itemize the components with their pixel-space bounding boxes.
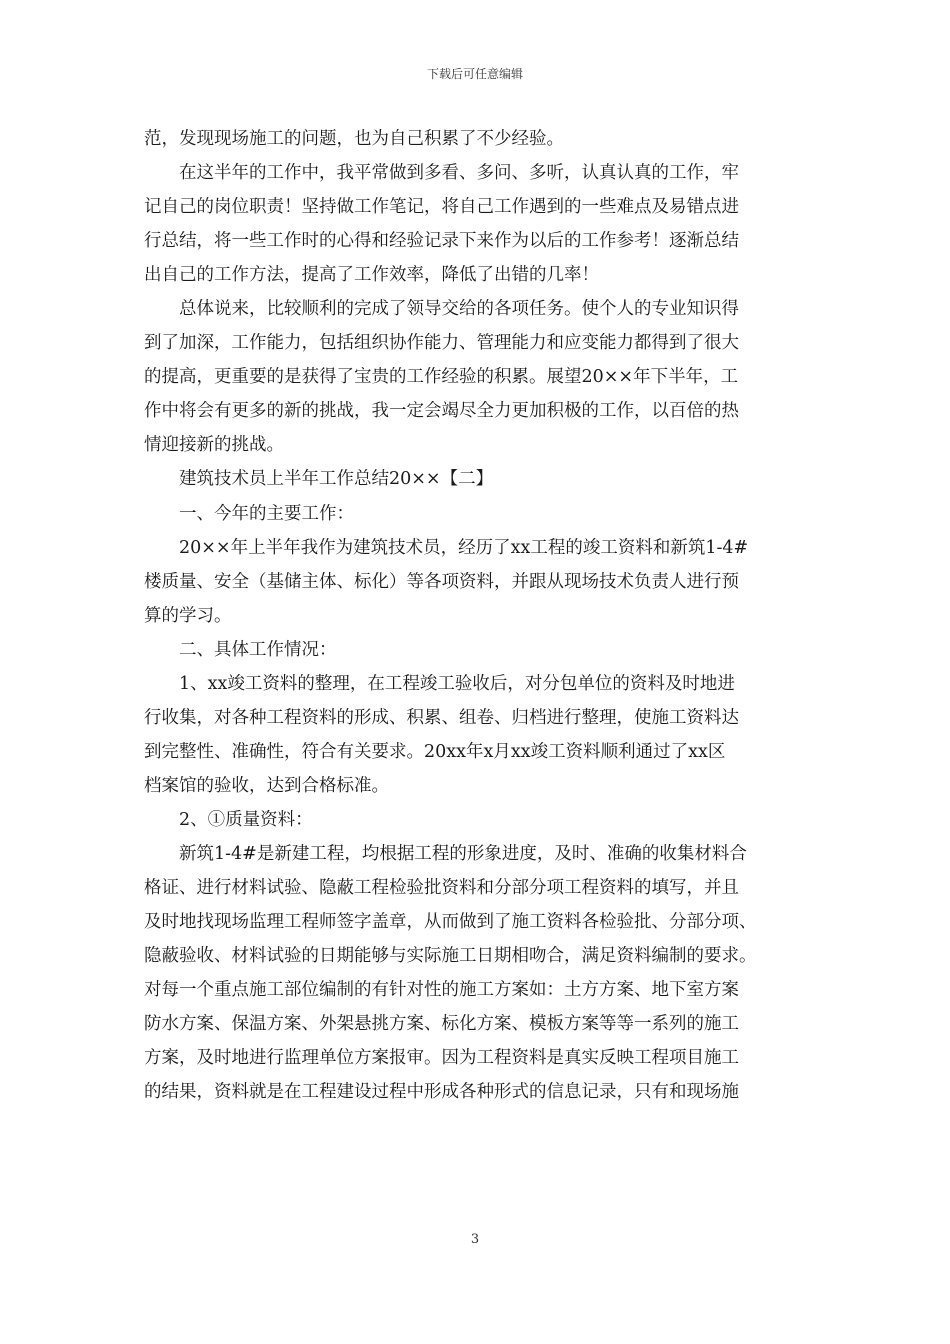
section-heading: 一、今年的主要工作： xyxy=(179,503,354,524)
text-line: 出自己的工作方法，提高了工作效率，降低了出错的几率！ xyxy=(144,265,599,286)
text-line: 范，发现现场施工的问题，也为自己积累了不少经验。 xyxy=(144,129,564,149)
text-line: 的提高，更重要的是获得了宝贵的工作经验的积累。展望20××年下半年，工 xyxy=(144,367,739,388)
text-line: 作中将会有更多的新的挑战，我一定会竭尽全力更加积极的工作，以百倍的热 xyxy=(144,401,739,422)
text-line: 的结果，资料就是在工程建设过程中形成各种形式的信息记录，只有和现场施 xyxy=(144,1082,739,1103)
text-line: 记自己的岗位职责！坚持做工作笔记，将自己工作遇到的一些难点及易错点进 xyxy=(144,197,739,218)
text-line: 1、xx竣工资料的整理，在工程竣工验收后，对分包单位的资料及时地进 xyxy=(179,673,735,694)
text-line: 楼质量、安全（基储主体、标化）等各项资料，并跟从现场技术负责人进行预 xyxy=(144,571,739,592)
text-line: 到了加深，工作能力，包括组织协作能力、管理能力和应变能力都得到了很大 xyxy=(144,333,739,354)
text-line: 对每一个重点施工部位编制的有针对性的施工方案如：土方方案、地下室方案 xyxy=(144,980,739,1001)
document-body xyxy=(144,122,808,1109)
text-line: 档案馆的验收，达到合格标准。 xyxy=(144,775,389,796)
text-line: 总体说来，比较顺利的完成了领导交给的各项任务。使个人的专业知识得 xyxy=(179,299,739,320)
text-line: 行收集，对各种工程资料的形成、积累、组卷、归档进行整理，使施工资料达 xyxy=(144,707,739,728)
text-line: 在这半年的工作中，我平常做到多看、多问、多听，认真认真的工作，牢 xyxy=(179,163,739,184)
text-line: 及时地找现场监理工程师签字盖章，从而做到了施工资料各检验批、分部分项、 xyxy=(144,912,757,933)
section-heading: 二、具体工作情况： xyxy=(179,639,337,660)
text-line: 防水方案、保温方案、外架悬挑方案、标化方案、模板方案等等一系列的施工 xyxy=(144,1014,739,1035)
text-line: 方案，及时地进行监理单位方案报审。因为工程资料是真实反映工程项目施工 xyxy=(144,1048,739,1069)
text-line: 到完整性、准确性，符合有关要求。20xx年x月xx竣工资料顺利通过了xx区 xyxy=(144,741,726,762)
text-line: 算的学习。 xyxy=(144,605,232,626)
section-title: 建筑技术员上半年工作总结20××【二】 xyxy=(179,469,494,490)
text-line: 格证、进行材料试验、隐蔽工程检验批资料和分部分项工程资料的填写，并且 xyxy=(144,878,739,899)
section-heading: 2、①质量资料： xyxy=(179,809,313,830)
page-number: 3 xyxy=(470,1232,480,1247)
text-line: 新筑1-4#是新建工程，均根据工程的形象进度，及时、准确的收集材料合 xyxy=(179,843,747,864)
page-header: 下载后可任意编辑 xyxy=(426,67,523,81)
text-line: 隐蔽验收、材料试验的日期能够与实际施工日期相吻合，满足资料编制的要求。 xyxy=(144,946,757,967)
text-line: 行总结，将一些工作时的心得和经验记录下来作为以后的工作参考！逐渐总结 xyxy=(144,231,739,252)
text-line: 20××年上半年我作为建筑技术员，经历了xx工程的竣工资料和新筑1-4# xyxy=(179,537,749,558)
text-line: 情迎接新的挑战。 xyxy=(144,435,284,456)
